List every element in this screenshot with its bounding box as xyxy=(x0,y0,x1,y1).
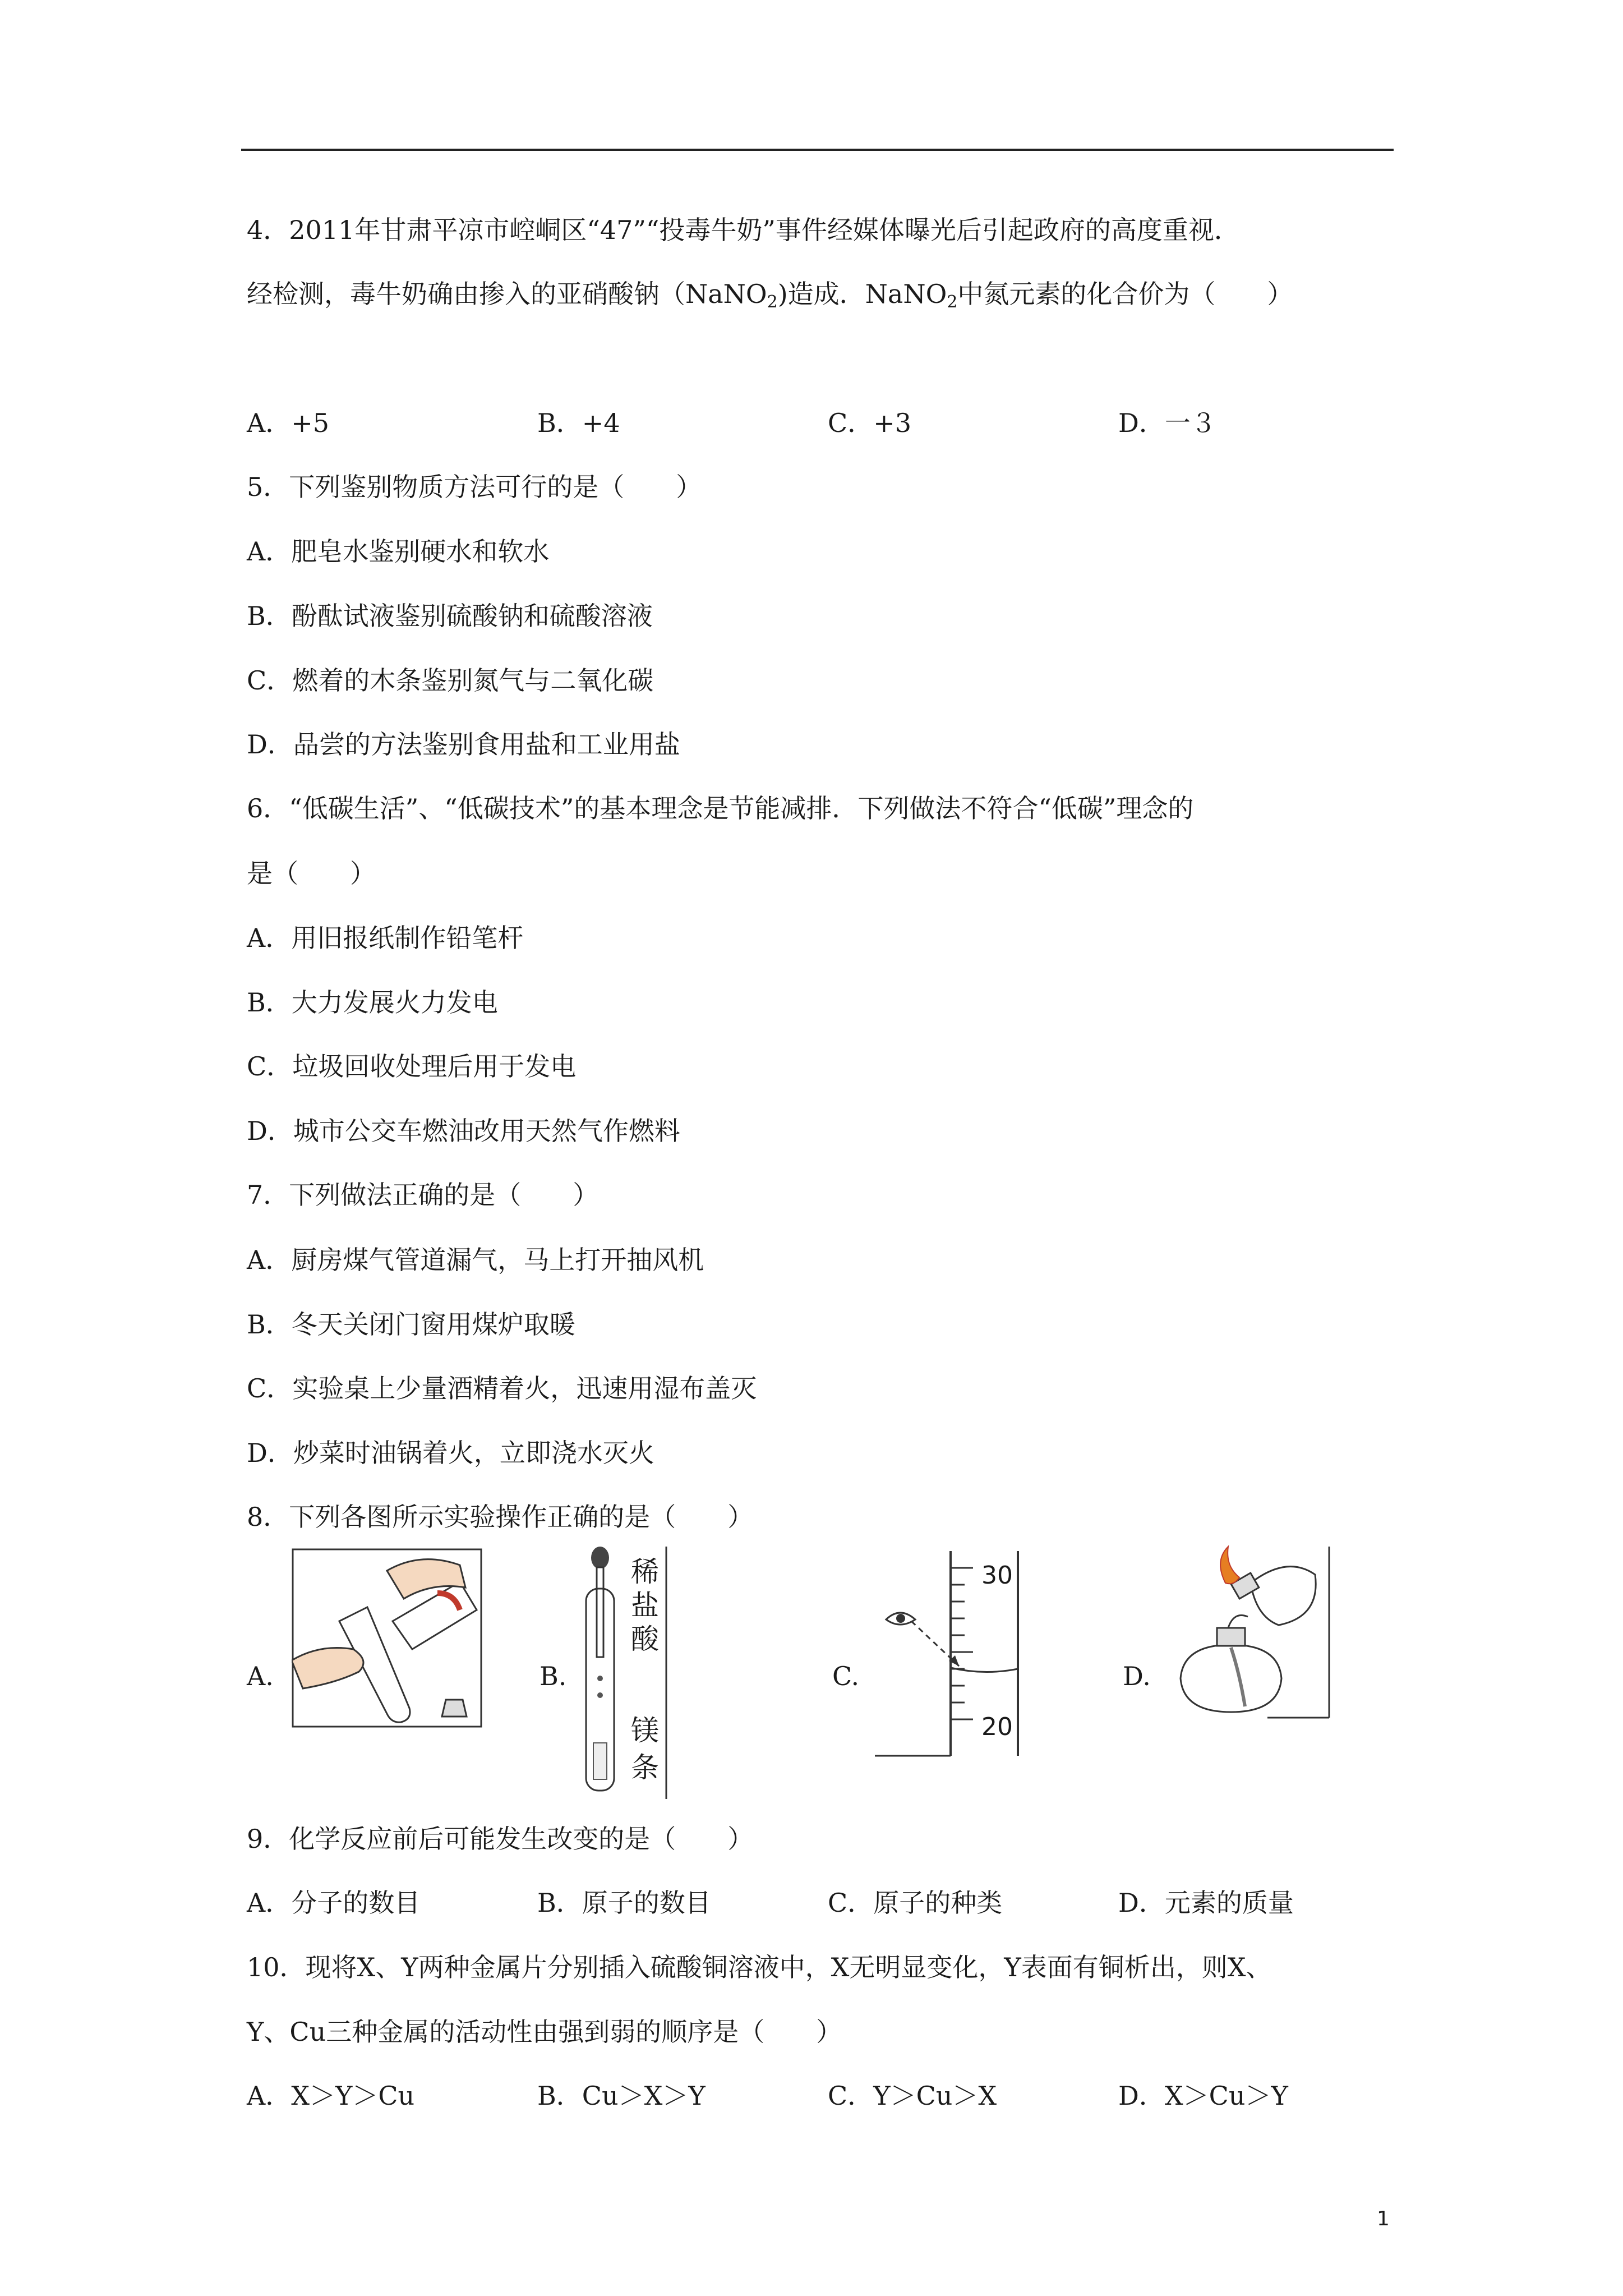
figure-b-char: 镁 xyxy=(631,1714,659,1747)
q6-line1: 6．“低碳生活”、“低碳技术”的基本理念是节能减排．下列做法不符合“低碳”理念的 xyxy=(247,793,1194,823)
q9-option-c: C．原子的种类 xyxy=(828,1888,1003,1918)
q8-stem: 8．下列各图所示实验操作正确的是（ ） xyxy=(247,1502,754,1532)
q8-label-d: D. xyxy=(1123,1661,1151,1691)
q4-option-d: D．一３ xyxy=(1118,408,1216,438)
q5-option-b: B．酚酞试液鉴别硫酸钠和硫酸溶液 xyxy=(247,601,653,631)
figure-c-graduated-cylinder xyxy=(875,1545,1026,1759)
q9-option-d: D．元素的质量 xyxy=(1118,1888,1294,1918)
figure-b-char: 条 xyxy=(631,1751,659,1784)
q4-line1: 4．2011年甘肃平凉市崆峒区“47”“投毒牛奶”事件经媒体曝光后引起政府的高度重视． xyxy=(247,215,1240,245)
q4-option-b: B．+4 xyxy=(537,408,620,438)
q8-label-b: B. xyxy=(540,1661,567,1691)
figure-d-alcohol-lamps xyxy=(1166,1544,1335,1723)
q10-option-d: D．X＞Cu＞Y xyxy=(1118,2081,1288,2111)
figure-b-label-top xyxy=(628,1555,662,1656)
q7-option-c: C．实验桌上少量酒精着火，迅速用湿布盖灭 xyxy=(247,1373,757,1404)
q8-label-c: C. xyxy=(832,1661,860,1691)
q6-line2: 是（ ） xyxy=(247,858,376,889)
figure-b-dropper-tube xyxy=(561,1544,673,1802)
figure-b-char: 酸 xyxy=(631,1623,659,1655)
q5-option-a: A．肥皂水鉴别硬水和软水 xyxy=(247,536,550,567)
q4-line2: 经检测，毒牛奶确由掺入的亚硝酸钠（NaNO$_2$)造成．NaNO$_2$中氮元素的化合价为（ ） xyxy=(247,279,1293,312)
figure-c-tick-30: 30 xyxy=(981,1561,1013,1590)
figure-b-label-bottom xyxy=(628,1712,662,1786)
q9-options xyxy=(247,1886,1396,1920)
q5-option-c: C．燃着的木条鉴别氮气与二氧化碳 xyxy=(247,665,654,696)
q6-option-b: B．大力发展火力发电 xyxy=(247,987,498,1018)
q6-option-d: D．城市公交车燃油改用天然气作燃料 xyxy=(247,1116,680,1146)
q4-options xyxy=(247,406,1396,440)
q10-line2: Y、Cu三种金属的活动性由强到弱的顺序是（ ） xyxy=(247,2017,842,2047)
figure-b-char: 稀 xyxy=(631,1556,659,1588)
q9-option-b: B．原子的数目 xyxy=(537,1888,711,1918)
q5-option-d: D．品尝的方法鉴别食用盐和工业用盐 xyxy=(247,729,680,760)
figure-b-char: 盐 xyxy=(631,1589,659,1622)
q7-stem: 7．下列做法正确的是（ ） xyxy=(247,1180,599,1210)
q8-label-a: A. xyxy=(247,1661,274,1691)
q10-options xyxy=(247,2079,1396,2113)
q7-option-a: A．厨房煤气管道漏气，马上打开抽风机 xyxy=(247,1245,704,1275)
figure-a-pouring-liquid xyxy=(292,1548,482,1728)
page-number: 1 xyxy=(1377,2207,1390,2230)
q10-option-c: C．Y＞Cu＞X xyxy=(828,2081,997,2111)
figure-c-tick-20: 20 xyxy=(981,1713,1013,1741)
q5-stem: 5．下列鉴别物质方法可行的是（ ） xyxy=(247,472,702,502)
q9-option-a: A．分子的数目 xyxy=(247,1888,421,1918)
q6-option-c: C．垃圾回收处理后用于发电 xyxy=(247,1051,577,1082)
q7-option-d: D．炒菜时油锅着火，立即浇水灭火 xyxy=(247,1438,654,1468)
q7-option-b: B．冬天关闭门窗用煤炉取暖 xyxy=(247,1309,575,1340)
q6-option-a: A．用旧报纸制作铅笔杆 xyxy=(247,923,524,953)
q4-option-a: A．+5 xyxy=(247,408,330,438)
q10-option-b: B．Cu＞X＞Y xyxy=(537,2081,706,2111)
header-rule xyxy=(241,149,1394,151)
q10-option-a: A．X＞Y＞Cu xyxy=(247,2081,415,2111)
q10-line1: 10．现将X、Y两种金属片分别插入硫酸铜溶液中，X无明显变化，Y表面有铜析出，则X、 xyxy=(247,1952,1272,1982)
q4-option-c: C．+3 xyxy=(828,408,912,438)
q9-stem: 9．化学反应前后可能发生改变的是（ ） xyxy=(247,1824,754,1854)
